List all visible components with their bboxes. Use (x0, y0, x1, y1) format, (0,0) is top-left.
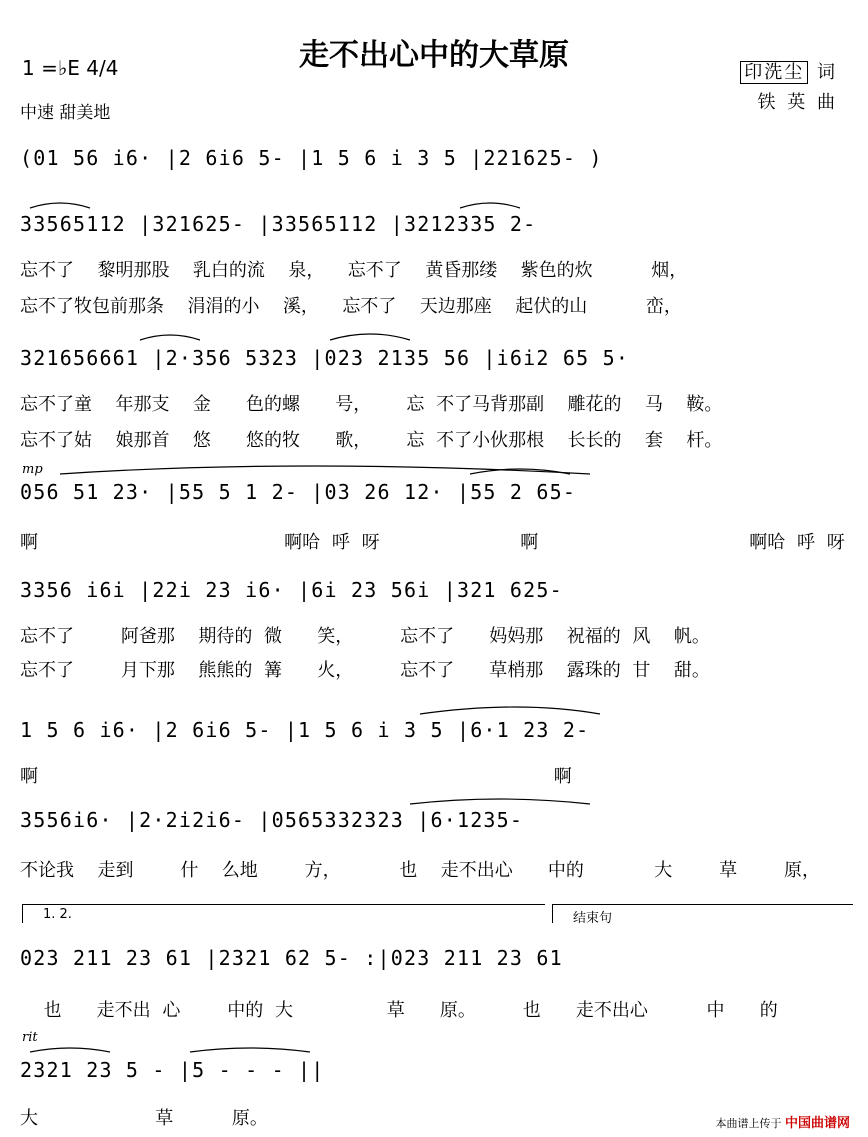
lyrics-line-9: 大 草 原。 (20, 1108, 268, 1129)
footer-prefix: 本曲谱上传于 (715, 1117, 782, 1130)
lyrics-line-6: 啊 啊 (20, 766, 572, 787)
lyrics-line-2-verse-2: 忘不了牧包前那条 涓涓的小 溪， 忘不了 天边那座 起伏的山 峦， (20, 296, 682, 317)
lyricist-role: 词 (817, 62, 838, 83)
notation-line-1: (01 56 i6· |2 6i6 5- |1 5 6 i 3 5 |221625- ) (20, 146, 603, 170)
composer-name: 铁 英 (757, 92, 809, 113)
lyricist-name: 印洗尘 (740, 61, 808, 84)
key-signature: 1 =♭E 4/4 (22, 56, 119, 80)
notation-line-6: 1 5 6 i6· |2 6i6 5- |1 5 6 i 3 5 |6·1 23 2- (20, 718, 603, 742)
ritardando-mark: rit (22, 1030, 38, 1045)
dynamic-mp: mp (22, 462, 43, 477)
song-title: 走不出心中的大草原 (299, 38, 569, 73)
notation-line-2: 33565112 |321625- |33565112 |3212335 2- (20, 212, 550, 236)
notation-line-4: 056 51 23· |55 5 1 2- |03 26 12· |55 2 65- (20, 480, 590, 504)
notation-line-8: 023 211 23 61 |2321 62 5- :|023 211 23 61 (20, 946, 577, 970)
coda-label: 结束句 (573, 911, 613, 926)
notation-line-7: 3556i6· |2·2i2i6- |0565332323 |6·1235- (20, 808, 537, 832)
notation-line-5: 3356 i6i |22i 23 i6· |6i 23 56i |321 625- (20, 578, 577, 602)
lyrics-line-7: 不论我 走到 什 么地 方， 也 走不出心 中的 大 草 原， (20, 860, 820, 881)
lyrics-line-5-verse-1: 忘不了 阿爸那 期待的 微 笑， 忘不了 妈妈那 祝福的 风 帆。 (20, 626, 710, 647)
tempo-marking: 中速 甜美地 (20, 103, 111, 123)
lyrics-line-3-verse-1: 忘不了童 年那支 金 色的螺 号， 忘 不了马背那副 雕花的 马 鞍。 (20, 394, 723, 415)
upload-footer (715, 1112, 850, 1131)
notation-line-3: 321656661 |2·356 5323 |023 2135 56 |i6i2 65 5· (20, 346, 643, 370)
composer-role: 曲 (817, 92, 838, 113)
lyrics-line-5-verse-2: 忘不了 月下那 熊熊的 篝 火， 忘不了 草梢那 露珠的 甘 甜。 (20, 660, 710, 681)
lyrics-line-4: 啊 啊哈 呼 呀 啊 啊哈 呼 呀 (20, 532, 845, 553)
lyrics-line-8: 也 走不出 心 中的 大 草 原。 也 走不出心 中 的 (20, 1000, 778, 1021)
first-ending-label: 1. 2. (43, 907, 72, 922)
notation-line-9: 2321 23 5 - |5 - - - || (20, 1058, 325, 1082)
footer-site: 中国曲谱网 (784, 1116, 850, 1131)
lyrics-line-3-verse-2: 忘不了姑 娘那首 悠 悠的牧 歌， 忘 不了小伙那根 长长的 套 杆。 (20, 430, 723, 451)
lyrics-line-2-verse-1: 忘不了 黎明那股 乳白的流 泉， 忘不了 黄昏那缕 紫色的炊 烟， (20, 260, 688, 281)
